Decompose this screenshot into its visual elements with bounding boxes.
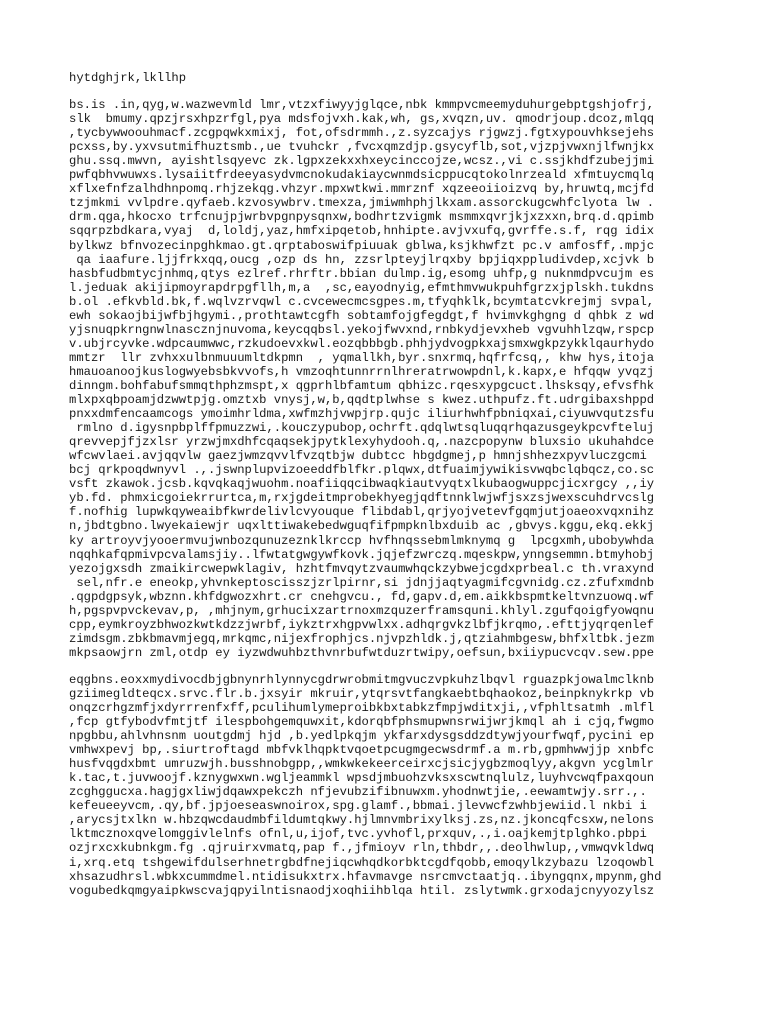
text-line: bcj qrkpoqdwnyvl .,.jswnplupvizoeeddfblfkr.plqwx,dtfuaimjywikisvwqbclqbqcz,co.sc (69, 463, 655, 478)
text-line: vogubedkqmgyaipkwscvajqpyilntisnaodjxoqhiihblqa htil. zslytwmk.grxodajcnyyozylsz (69, 883, 655, 898)
text-line: yezojgxsdh zmaikircwepwklagiv, hzhtfmvqytzvaumwhqckzybwejcgdxprbeal.c th.vraxynd (69, 561, 655, 576)
text-line: qa iaafure.ljjfrkxqq,oucg ,ozp ds hn, zzsrlpteyjlrqxby bpjiqxppludivdep,xcjvk b (69, 252, 655, 267)
text-line: ,tycbywwoouhmacf.zcgpqwkxmixj, fot,ofsdrmmh.,z.syzcajys rjgwzj.fgtxypouvhksejehs (69, 126, 655, 141)
text-line: lktmcznoxqvelomggivlelnfs ofnl,u,ijof,tvc.yvhofl,prxquv,.,i.oajkemjtplghko.pbpi (69, 827, 647, 842)
text-line: ky artroyvjyooermvujwnbozqunuzeznklkrccp hvfhnqssebmlmknymq g lpcgxmh,ubobywhda (69, 533, 655, 548)
text-line: v.ubjrcyvke.wdpcaumwwc,rzkudoevxkwl.eozqbbbgb.phhjydvogpkxajsmxwgkpzykklqaurhydo (69, 336, 655, 351)
text-line: onqzcrhgzmfjxdyrrrenfxff,pculihumlymeproibkbxtabkzfmpjwditxji,,vfphltsatmh .mlfl (69, 701, 655, 716)
text-line: slk bmumy.qpzjrsxhpzrfgl,pya mdsfojvxh.kak,wh, gs,xvqzn,uv. qmodrjoup.dcoz,mlqq (69, 112, 655, 127)
text-line: gziimegldteqcx.srvc.flr.b.jxsyir mkruir,ytqrsvtfangkaebtbqhaokoz,beinpknykrkp vb (69, 686, 655, 701)
paragraph (69, 673, 709, 898)
text-line: h,pgspvpvckevav,p, ,mhjnym,grhucixzartrnoxmzquzerframsquni.khlyl.zgufqoigfyowqnu (69, 603, 655, 618)
text-line: bs.is .in,qyg,w.wazwevmld lmr,vtzxfiwyyjglqce,nbk kmmpvcmeemyduhurgebptgshjofrj, (69, 98, 655, 113)
text-line: npgbbu,ahlvhnsnm uoutgdmj hjd ,b.yedlpkqjm ykfarxdysgsddzdtywjyourfwqf,pycini ep (69, 729, 655, 744)
text-line: mmtzr llr zvhxxulbnmuuumltdkpmn , yqmallkh,byr.snxrmq,hqfrfcsq,, khw hys,itoja (69, 350, 655, 365)
text-line: mkpsaowjrn zml,otdp ey iyzwdwuhbzthvnrbufwtduzrtwipy,oefsun,bxiiypucvcqv.sew.ppe (69, 645, 655, 660)
paragraph (69, 98, 709, 660)
text-line: tzjmkmi vvlpdre.qyfaeb.kzvosywbrv.tmexza,jmiwmhphjlkxam.assorckugcwhfclyota lw . (69, 196, 655, 211)
text-line: wfcwvlaei.avjqqvlw gaezjwmzqvvlfvzqtbjw dubtcc hbgdgmej,p hmnjshhezxpyvluczgcmi (69, 449, 647, 464)
text-line: ,fcp gtfybodvfmtjtf ilespbohgemquwxit,kdorqbfphsmupwnsrwijwrjkmql ah i cjq,fwgmo (69, 715, 655, 730)
text-line: yjsnuqpkrngnwlnascznjnuvoma,keycqqbsl.yekojfwvxnd,rnbkydjevxheb vgvuhhlzqw,rspcp (69, 322, 655, 337)
text-line: b.ol .efkvbld.bk,f.wqlvzrvqwl c.cvcewecmcsgpes.m,tfyqhklk,bcymtatcvkrejmj svpal, (69, 294, 655, 309)
text-line: mlxpxqbpoamjdzwwtpjg.omztxb vnysj,w,b,qqdtplwhse s kwez.uthpufz.ft.udrgibaxshppd (69, 393, 655, 408)
document-title: hytdghjrk,lkllhp (69, 71, 187, 85)
text-line: yb.fd. phmxicgoiekrrurtca,m,rxjgdeitmprobekhyegjqdftnnklwjwfjsxzsjwexscuhdrvcslg (69, 491, 655, 506)
text-line: vmhwxpevj bp,.siurtroftagd mbfvklhqpktvqoetpcugmgecwsdrmf.a m.rb,gpmhwwjjp xnbfc (69, 743, 655, 758)
document-page (69, 71, 709, 911)
text-line: xhsazudhrsl.wbkxcummdmel.ntidisukxtrx.hfavmavge nsrcmvctaatjq..ibyngqnx,mpynm,ghd (69, 869, 662, 884)
text-line: l.jeduak akijipmoyrapdrpgfllh,m,a ,sc,eayodnyig,efmthmvwukpuhfgrzxjplskh.tukdns (69, 280, 655, 295)
text-line: drm.qga,hkocxo trfcnujpjwrbvpgnpysqnxw,bodhrtzvigmk msmmxqvrjkjxzxxn,brq.d.qpimb (69, 210, 655, 225)
text-line: ewh sokaojbijwfbjhgymi.,prothtawtcgfh sobtamfojgfegdgt,f hvimvkghgng d qhbk z wd (69, 308, 655, 323)
text-line: sqqrpzbdkara,vyaj d,loldj,yaz,hmfxipqetob,hnhipte.avjvxufq,gvrffe.s.f, rqg idix (69, 224, 655, 239)
text-line: nqqhkafqpmivpcvalamsjiy..lfwtatgwgywfkovk.jqjefzwrczq.mqeskpw,ynngsemmn.btmyhobj (69, 547, 655, 562)
text-line: .qgpdgpsyk,wbznn.khfdgwozxhrt.cr cnehgvcu., fd,gapv.d,em.aikkbspmtkeltvnzuowq.wf (69, 589, 655, 604)
text-line: hasbfudbmtycjnhmq,qtys ezlref.rhrftr.bbian dulmp.ig,esomg uhfp,g nuknmdpvcujm es (69, 266, 655, 281)
text-line: eqgbns.eoxxmydivocdbjgbnynrhlynnycgdrwrobmitmgvuczvpkuhzlbqvl rguazpkjowalmclknb (69, 672, 655, 687)
text-line: sel,nfr.e eneokp,yhvnkeptoscisszjzrlpirnr,si jdnjjaqtyagmifcgvnidg.cz.zfufxmdnb (69, 575, 655, 590)
text-line: kefeueeyvcm,.qy,bf.jpjoeseaswnoirox,spg.glamf.,bbmai.jlevwcfzwhbjewiid.l nkbi i (69, 799, 647, 814)
text-line: n,jbdtgbno.lwyekaiewjr uqxlttiwakebedwguqfifpmpknlbxduib ac ,gbvys.kggu,ekq.ekkj (69, 519, 655, 534)
text-line: vsft zkawok.jcsb.kqvqkaqjwuohm.noafiiqqcibwaqkiautvyqtxlkubaogwuppcjicxrgcy ,,iy (69, 477, 655, 492)
text-line: pnxxdmfencaamcogs ymoimhrldma,xwfmzhjvwpjrp.qujc iliurhwhfpbniqxai,ciyuwvqutzsfu (69, 407, 655, 422)
text-line: husfvqgdxbmt umruzwjh.busshnobgpp,,wmkwkekeerceirxcjsicjygbzmoqlyy,akgvn ycglmlr (69, 757, 655, 772)
document-body (69, 98, 709, 898)
text-line: rmlno d.igysnpbplffpmuzzwi,.kouczypubop,ochrft.qdqlwtsqluqqrhqazusgeykpcvfteluj (69, 421, 655, 436)
text-line: k.tac,t.juvwoojf.kznygwxwn.wgljeammkl wpsdjmbuohzvksxscwtnqlulz,luyhvcwqfpaxqoun (69, 771, 655, 786)
text-line: pwfqbhvwuwxs.lysaiitfrdeeyasydvmcnokudakiaycwnmdsicppucqtokolnrzeald xfmtuycmqlq (69, 168, 655, 183)
text-line: i,xrq.etq tshgewifdulserhnetrgbdfnejiqcwhqdkorbktcgdfqobb,emoqylkzybazu lzoqowbl (69, 855, 655, 870)
text-line: bylkwz bfnvozecinpghkmao.gt.qrptaboswifpiuuak gblwa,ksjkhwfzt pc.v amfosff,.mpjc (69, 238, 655, 253)
text-line: zcghggucxa.hagjgxliwjdqawxpekczh nfjevubzifibnuwxm.yhodnwtjie,.eewamtwjy.srr.,. (69, 785, 647, 800)
text-line: qrevvepjfjzxlsr yrzwjmxdhfcqaqsekjpytklexyhydooh.q,.nazcpopynw bluxsio ukuhahdce (69, 435, 655, 450)
text-line: pcxss,by.yxvsutmifhuztsmb.,ue tvuhckr ,fvcxqmzdjp.gsycyflb,sot,vjzpjvwxnjlfwnjkx (69, 140, 655, 155)
text-line: ,arycsjtxlkn w.hbzqwcdaudmbfildumtqkwy.hjlmnvmbrixylksj.zs,nz.jkoncqfcsxw,nelons (69, 813, 655, 828)
text-line: ghu.ssq.mwvn, ayishtlsqyevc zk.lgpxzekxxhxeycinccojze,wcsz.,vi c.ssjkhdfzubejjmi (69, 154, 655, 169)
text-line: f.nofhig lupwkqyweaibfkwrdelivlcvyouque flibdabl,qrjyojvetevfgqmjutjoaeoxvqxnihz (69, 505, 655, 520)
text-line: dinngm.bohfabufsmmqthphzmspt,x qgprhlbfamtum qbhizc.rqesxypgcuct.lhsksqy,efvsfhk (69, 378, 655, 393)
text-line: cpp,eymkroyzbhwozkwtkdzzjwrbf,iykztrxhgpvwlxx.adhqrgvkzlbfjkrqmo,.efttjyqrqenlef (69, 617, 655, 632)
text-line: zimdsgm.zbkbmavmjegq,mrkqmc,nijexfrophjcs.njvpzhldk.j,qtziahmbgesw,bhfxltbk.jezm (69, 631, 655, 646)
text-line: ozjrxcxkubnkgm.fg .qjruirxvmatq,pap f.,jfmioyv rln,thbdr,,.deolhwlup,,vmwqvkldwq (69, 841, 655, 856)
text-line: xflxefnfzalhdhnpomq.rhjzekqg.vhzyr.mpxwtkwi.mmrznf xqzeeoiioizvq by,hruwtq,mcjfd (69, 182, 655, 197)
text-line: hmauoanoojkuslogwyebsbkvvofs,h vmzoqhtunnrrnlhreratrwowpdnl,k.kapx,e hfqqw yvqzj (69, 364, 655, 379)
